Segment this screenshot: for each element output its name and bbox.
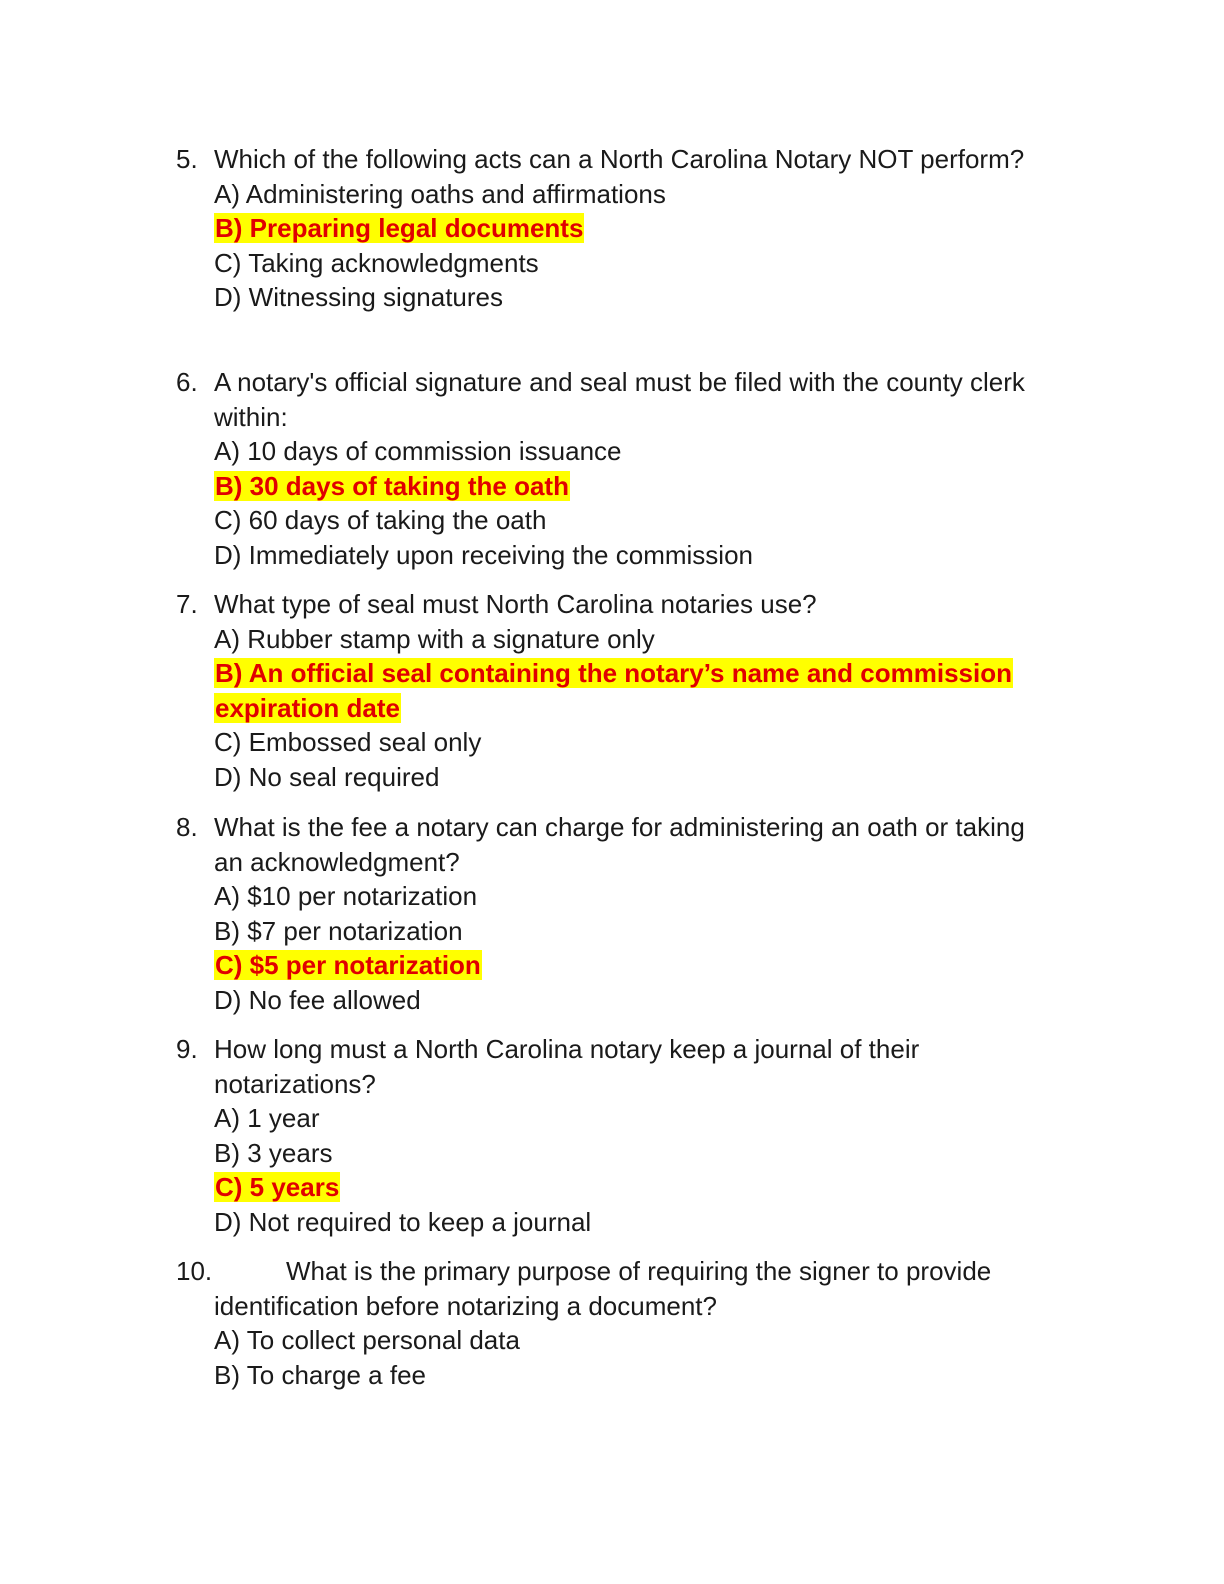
option-d: D) Not required to keep a journal [214,1206,592,1237]
option-c: C) Taking acknowledgments [214,247,539,278]
options-list [214,1101,1076,1239]
question-6 [176,365,1076,572]
option-a: A) To collect personal data [214,1325,520,1355]
options-list [214,434,1076,572]
option-d: D) No fee allowed [214,984,421,1015]
question-number: 8. [176,812,198,842]
question-text-first-line: What is the primary purpose of requiring the signer to provide [286,1256,992,1286]
question-number: 10. [176,1256,213,1286]
option-d: D) Immediately upon receiving the commission [214,539,753,570]
question-text: What is the fee a notary can charge for administering an oath or taking an acknowledgment? [214,812,1025,877]
option-c-correct [214,1170,1076,1205]
option-a: A) $10 per notarization [214,881,478,911]
question-7 [176,587,1076,794]
question-text: Which of the following acts can a North Carolina Notary NOT perform? [214,144,1025,174]
option-b-correct [214,656,1074,725]
correct-answer-highlight: C) $5 per notarization [215,950,481,980]
question-text: What type of seal must North Carolina notaries use? [214,589,817,619]
option-d: D) Witnessing signatures [214,282,503,312]
options-list [214,1323,1076,1392]
question-9 [176,1032,1076,1239]
option-a: A) 10 days of commission issuance [214,436,622,466]
option-b-correct [214,469,1076,504]
option-d: D) No seal required [214,761,440,792]
option-b-correct [214,211,1076,246]
question-text-continuation: identification before notarizing a document? [214,1290,717,1321]
option-b: B) $7 per notarization [214,915,463,946]
correct-answer-highlight: B) Preparing legal documents [215,213,584,243]
question-text: A notary's official signature and seal must be filed with the county clerk within: [214,367,1025,432]
correct-answer-highlight: C) 5 years [215,1172,340,1202]
question-text: How long must a North Carolina notary keep a journal of their notarizations? [214,1034,920,1099]
question-number: 5. [176,144,198,174]
correct-answer-highlight: B) An official seal containing the notary’s name and commission expiration date [215,658,1012,723]
option-b: B) 3 years [214,1137,333,1168]
option-a: A) Rubber stamp with a signature only [214,623,655,654]
question-number: 7. [176,589,198,619]
option-a: A) 1 year [214,1103,320,1133]
correct-answer-highlight: B) 30 days of taking the oath [215,470,569,501]
option-c: C) 60 days of taking the oath [214,505,547,535]
options-list [214,622,1076,795]
options-list [214,177,1076,315]
question-8 [176,810,1076,1017]
question-number: 9. [176,1034,198,1064]
option-a: A) Administering oaths and affirmations [214,178,666,209]
question-10 [176,1254,1076,1392]
option-c-correct [214,948,1076,983]
question-5 [176,142,1076,315]
question-number: 6. [176,367,198,397]
option-c: C) Embossed seal only [214,727,482,757]
option-b: B) To charge a fee [214,1359,426,1390]
options-list [214,879,1076,1017]
